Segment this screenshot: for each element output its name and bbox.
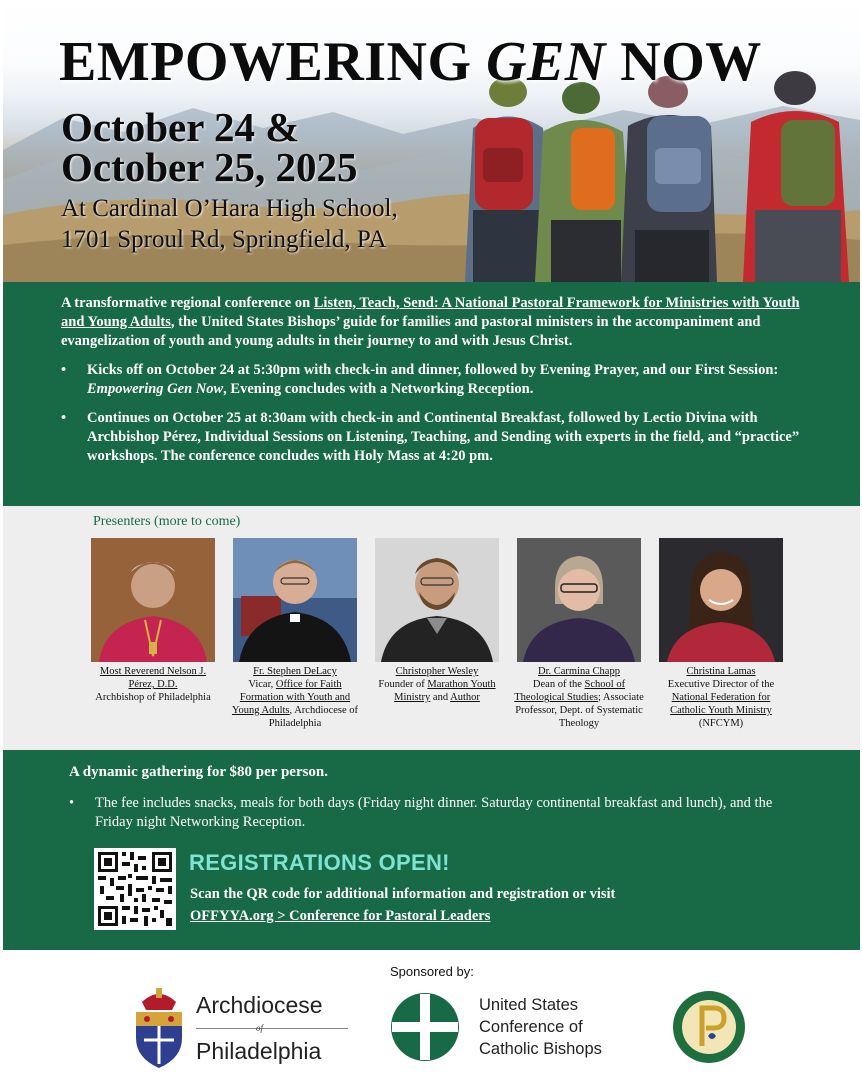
registration-instructions	[190, 883, 615, 927]
presenter-photo	[91, 538, 215, 662]
presenter-role	[512, 678, 646, 730]
framework-title-link[interactable]: Listen, Teach, Send: A National Pastoral Framework for Ministries with Youth and Young Adults	[61, 295, 800, 330]
role-link[interactable]: Marathon Youth Ministry	[394, 679, 496, 703]
role-text: Vicar,	[248, 679, 276, 690]
presenters-section	[3, 506, 860, 750]
role-text: , Archdiocese of Philadelphia	[268, 705, 359, 729]
presenter-card	[370, 538, 504, 704]
role-text: ; Associate Professor, Dept. of Systematic Theology	[515, 692, 644, 729]
sponsored-by-label: Sponsored by:	[390, 964, 474, 979]
venue-address: 1701 Sproul Rd, Springfield, PA	[61, 226, 387, 253]
title-word-empowering: EMPOWERING	[59, 31, 472, 93]
role-text: Dean of the	[532, 679, 585, 690]
archdiocese-logo	[130, 986, 370, 1072]
presenter-card	[228, 538, 362, 730]
usccb-line2: Conference of	[479, 1018, 583, 1036]
presenter-role	[86, 691, 220, 704]
intro-paragraph	[61, 294, 803, 351]
event-title	[59, 30, 762, 94]
schedule-item-oct25	[61, 409, 803, 466]
intro-rest: , the United States Bishops’ guide for families and pastoral ministers in the accompaniment and evangelization of youth and young adults in their journey to and with Jesus Christ.	[61, 314, 761, 349]
title-word-now: NOW	[620, 31, 762, 93]
oct25-text: Continues on October 25 at 8:30am with check-in and Continental Breakfast, followed by Lectio Divina with Archbishop Pérez, Individual Sessions on Listening, Teaching, and Sending with experts in the field, and “practice” workshops. The conference concludes with Holy Mass at 4:20 pm.	[87, 410, 800, 464]
presenter-photo	[517, 538, 641, 662]
nccs-emblem-icon	[672, 990, 746, 1064]
schedule-list	[61, 361, 803, 466]
role-link[interactable]: School of Theological Studies	[514, 679, 626, 703]
usccb-line1: United States	[479, 996, 579, 1014]
archdiocese-wordmark-of: of	[256, 1023, 264, 1033]
oct24-text-a: Kicks off on October 24 at 5:30pm with check-in and dinner, followed by Evening Prayer, and our First Session:	[87, 362, 779, 378]
role-text: Archbishop of Philadelphia	[95, 692, 211, 703]
presenter-role	[654, 678, 788, 730]
venue-name: At Cardinal O’Hara High School,	[61, 195, 398, 222]
role-link[interactable]: National Federation for Catholic Youth Ministry	[670, 692, 772, 716]
schedule-item-oct24	[61, 361, 803, 399]
presenter-photo	[375, 538, 499, 662]
registrations-open-heading: REGISTRATIONS OPEN!	[189, 850, 450, 875]
role-link[interactable]: Office for Faith Formation with Youth and Young Adults	[231, 679, 351, 716]
qr-code[interactable]	[94, 848, 176, 930]
coat-of-arms-icon	[130, 986, 188, 1070]
role-link[interactable]: Author	[450, 692, 480, 703]
presenter-card	[512, 538, 646, 730]
presenter-photo	[233, 538, 357, 662]
presenter-card	[86, 538, 220, 704]
archdiocese-wordmark-line1: Archdiocese	[196, 992, 323, 1018]
first-session-title: Empowering Gen Now	[87, 381, 224, 397]
presenter-name[interactable]: Most Reverend Nelson J. Pérez, D.D.	[99, 666, 207, 690]
event-dates	[61, 104, 358, 190]
event-venue	[61, 193, 398, 255]
fee-details: • The fee includes snacks, meals for both days (Friday night dinner. Saturday continental breakfast and lunch), and the Friday night Networking Reception.	[69, 794, 809, 832]
registration-link[interactable]: OFFYYA.org > Conference for Pastoral Leaders	[190, 908, 491, 924]
presenter-photo	[659, 538, 783, 662]
date-line-2: October 25, 2025	[61, 144, 358, 190]
role-text: and	[430, 692, 451, 703]
registration-text: Scan the QR code for additional information and registration or visit	[190, 886, 616, 902]
presenter-name[interactable]: Christopher Wesley	[395, 666, 479, 677]
archdiocese-divider	[196, 1028, 348, 1029]
presenters-heading: Presenters (more to come)	[93, 514, 241, 529]
usccb-line3: Catholic Bishops	[479, 1040, 602, 1058]
oct24-text-b: , Evening concludes with a Networking Reception.	[223, 381, 534, 397]
date-line-1: October 24 &	[61, 104, 300, 150]
presenter-name[interactable]: Dr. Carmina Chapp	[538, 666, 620, 677]
fee-title: A dynamic gathering for $80 per person.	[69, 764, 329, 780]
intro-lead: A transformative regional conference on	[61, 295, 314, 311]
usccb-wordmark	[479, 994, 602, 1060]
role-text: (NFCYM)	[698, 718, 744, 729]
presenter-card	[654, 538, 788, 730]
archdiocese-wordmark-line2: Philadelphia	[196, 1038, 322, 1064]
presenter-role	[228, 678, 362, 730]
presenter-name[interactable]: Christina Lamas	[686, 666, 756, 677]
usccb-logo	[390, 992, 630, 1062]
presenter-name[interactable]: Fr. Stephen DeLacy	[253, 666, 337, 677]
hero-banner	[3, 0, 860, 282]
presenter-role	[370, 678, 504, 704]
title-word-gen: GEN	[486, 31, 606, 93]
role-text: Executive Director of the	[667, 679, 775, 690]
conference-description-section	[3, 282, 860, 506]
usccb-cross-icon	[390, 992, 460, 1062]
registration-section	[3, 750, 860, 950]
role-text: Founder of	[378, 679, 428, 690]
